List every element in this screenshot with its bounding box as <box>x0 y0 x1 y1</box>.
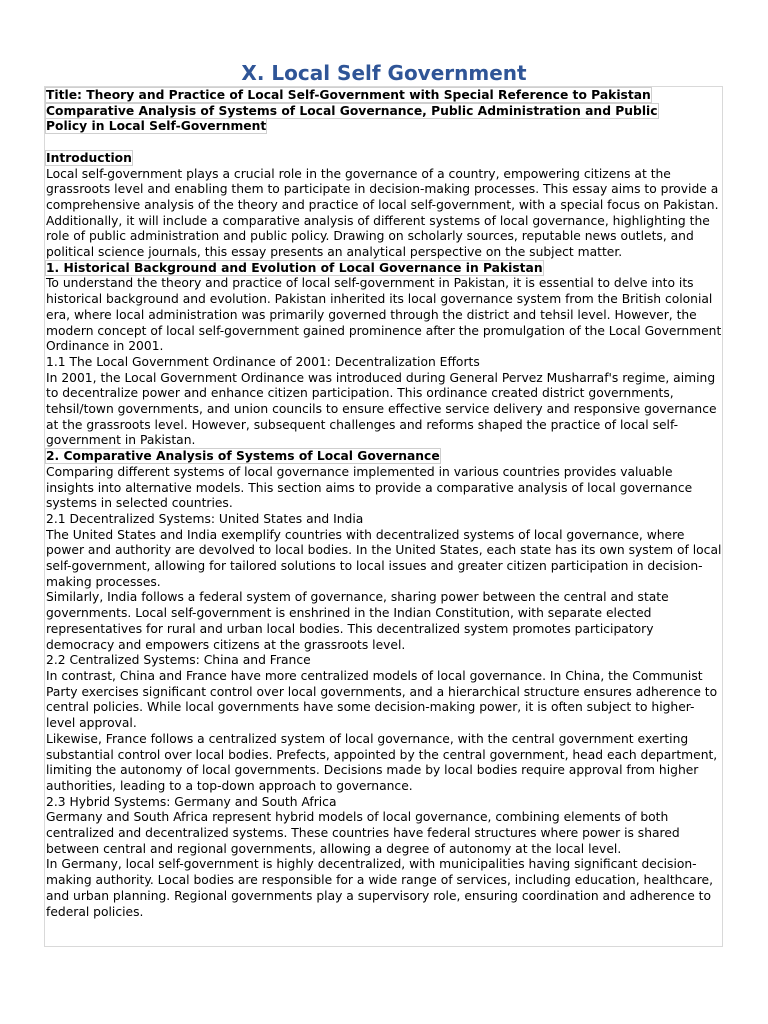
section-2-paragraph: Comparing different systems of local governance implemented in various countries provides valuable insights into alternative models. This section aims to provide a comparative analysis of local governance systems in selected countries. <box>46 464 693 511</box>
section-2-heading: 2. Comparative Analysis of Systems of Local Governance <box>46 449 440 464</box>
section-1-1-paragraph: In 2001, the Local Government Ordinance was introduced during General Pervez Musharraf's regime, aiming to decentralize power and enhance citizen participation. This ordinance created district governments, tehsil/town governments, and union councils to ensure effective service delivery and responsive governance at the grassroots level. However, subsequent challenges and reforms shaped the practice of local self-government in Pakistan. <box>46 370 717 448</box>
section-1-paragraph: To understand the theory and practice of local self-government in Pakistan, it is essential to delve into its historical background and evolution. Pakistan inherited its local governance system from the British colonial era, where local administration was primarily governed through the district and tehsil level. However, the modern concept of local self-government gained prominence after the promulgation of the Local Government Ordinance in 2001. <box>46 276 722 354</box>
section-2-3-paragraph-a: Germany and South Africa represent hybrid models of local governance, combining elements of both centralized and decentralized systems. These countries have federal structures where power is shared between central and regional governments, allowing a degree of autonomy at the local level. <box>46 810 680 856</box>
page-title: X. Local Self Government <box>241 61 527 85</box>
title-line-2: Comparative Analysis of Systems of Local Governance, Public Administration and Public <box>46 103 658 118</box>
intro-heading: Introduction <box>46 150 132 165</box>
title-line-3: Policy in Local Self-Government <box>46 119 267 134</box>
section-2-1-heading: 2.1 Decentralized Systems: United States and India <box>46 511 364 526</box>
section-2-1-paragraph-a: The United States and India exemplify countries with decentralized systems of local governance, where power and authority are devolved to local bodies. In the United States, each state has its own system of local self-government, allowing for tailored solutions to local issues and greater citizen participation in decision-making processes. <box>46 527 722 589</box>
section-2-1-paragraph-b: Similarly, India follows a federal system of governance, sharing power between the central and state governments. Local self-government is enshrined in the Indian Constitution, with separate elected representatives for rural and urban local bodies. This decentralized system promotes participatory democracy and empowers citizens at the grassroots level. <box>46 590 669 652</box>
title-line-1: Title: Theory and Practice of Local Self-Government with Special Reference to Pakistan <box>46 88 651 102</box>
document-body <box>46 88 722 920</box>
section-2-3-heading: 2.3 Hybrid Systems: Germany and South Africa <box>46 794 337 809</box>
intro-paragraph: Local self-government plays a crucial role in the governance of a country, empowering citizens at the grassroots level and enabling them to participate in decision-making processes. This essay aims to provide a comprehensive analysis of the theory and practice of local self-government, with a special focus on Pakistan. Additionally, it will include a comparative analysis of different systems of local governance, highlighting the role of public administration and public policy. Drawing on scholarly sources, reputable news outlets, and political science journals, this essay presents an analytical perspective on the subject matter. <box>46 166 719 260</box>
section-2-3-paragraph-b: In Germany, local self-government is highly decentralized, with municipalities having significant decision-making authority. Local bodies are responsible for a wide range of services, including education, healthcare, and urban planning. Regional governments play a supervisory role, ensuring coordination and adherence to federal policies. <box>46 857 714 919</box>
section-1-1-heading: 1.1 The Local Government Ordinance of 2001: Decentralization Efforts <box>46 354 480 369</box>
section-2-2-heading: 2.2 Centralized Systems: China and France <box>46 653 311 668</box>
section-2-2-paragraph-b: Likewise, France follows a centralized system of local governance, with the central government exerting substantial control over local bodies. Prefects, appointed by the central government, head each department, limiting the autonomy of local governments. Decisions made by local bodies require approval from higher authorities, leading to a top-down approach to governance. <box>46 731 718 793</box>
section-1-heading: 1. Historical Background and Evolution of Local Governance in Pakistan <box>46 260 543 275</box>
section-2-2-paragraph-a: In contrast, China and France have more centralized models of local governance. In China, the Communist Party exercises significant control over local governments, and a hierarchical structure ensures adherence to central policies. While local governments have some decision-making power, it is often subject to higher-level approval. <box>46 669 718 731</box>
blank-line <box>46 135 722 151</box>
